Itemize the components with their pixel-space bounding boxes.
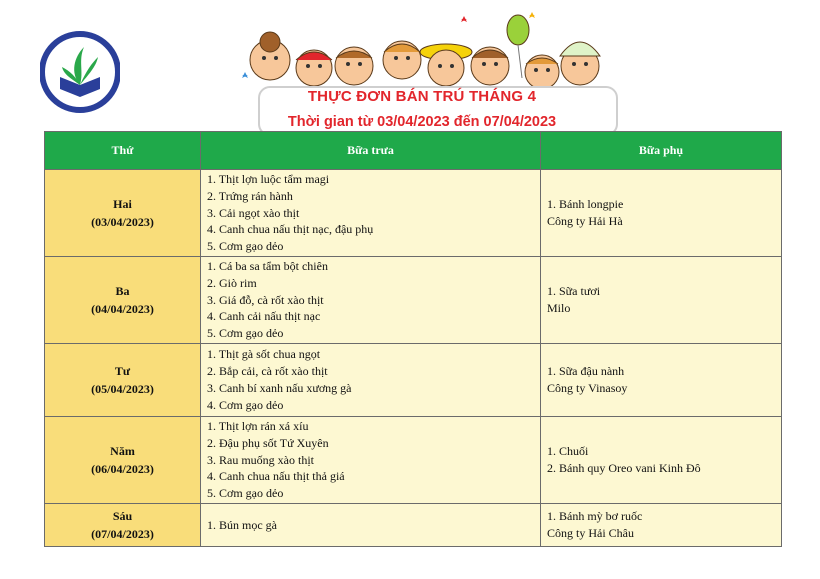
lunch-item: 5. Cơm gạo dẻo <box>207 326 284 341</box>
day-date: (05/04/2023) <box>91 381 154 396</box>
snack-item: 1. Sữa đậu nành <box>547 363 625 378</box>
lunch-item: 4. Canh chua nấu thịt nạc, đậu phụ <box>207 222 374 237</box>
day-cell <box>45 256 201 343</box>
lunch-item: 1. Thịt lợn luộc tẩm magi <box>207 172 330 186</box>
day-cell <box>45 503 201 546</box>
page-title: THỰC ĐƠN BÁN TRÚ THÁNG 4 <box>307 88 537 105</box>
day-name: Tư <box>114 363 131 378</box>
header-day: Thứ <box>45 132 201 170</box>
page-subtitle: Thời gian từ 03/04/2023 đến 07/04/2023 <box>287 114 557 130</box>
lunch-item: 1. Thịt lợn rán xá xíu <box>207 418 309 433</box>
snack-item: 2. Bánh quy Oreo vani Kinh Đô <box>547 460 701 475</box>
lunch-item: 1. Thịt gà sốt chua ngọt <box>207 347 321 362</box>
lunch-cell <box>201 256 541 343</box>
lunch-item: 1. Bún mọc gà <box>207 517 277 532</box>
snack-item: Milo <box>547 300 571 315</box>
lunch-item: 1. Cá ba sa tẩm bột chiên <box>207 258 328 273</box>
snack-cell <box>541 503 782 546</box>
lunch-item: 2. Đậu phụ sốt Tứ Xuyên <box>207 435 329 450</box>
snack-cell <box>541 170 782 257</box>
snack-item: Công ty Vinasoy <box>547 380 628 395</box>
snack-item: 1. Bánh mỳ bơ ruốc <box>547 508 643 523</box>
lunch-item: 5. Cơm gạo dẻo <box>207 486 284 501</box>
day-cell <box>45 416 201 503</box>
snack-item: 1. Chuối <box>547 443 589 458</box>
lunch-item: 3. Rau muống xào thịt <box>207 452 314 467</box>
header-lunch: Bữa trưa <box>201 132 541 170</box>
lunch-item: 4. Canh cải nấu thịt nạc <box>207 309 321 324</box>
lunch-cell <box>201 503 541 546</box>
table-row <box>45 416 782 503</box>
lunch-item: 2. Bắp cải, cà rốt xào thịt <box>207 364 328 379</box>
day-name: Năm <box>110 443 135 458</box>
snack-cell <box>541 256 782 343</box>
menu-table <box>44 131 782 547</box>
lunch-item: 4. Cơm gạo dẻo <box>207 397 284 412</box>
snack-cell <box>541 343 782 416</box>
day-cell <box>45 343 201 416</box>
day-date: (07/04/2023) <box>91 526 154 541</box>
table-header-row <box>45 132 782 170</box>
lunch-item: 2. Giò rim <box>207 275 257 290</box>
lunch-item: 3. Canh bí xanh nấu xương gà <box>207 380 352 395</box>
day-date: (03/04/2023) <box>91 214 154 229</box>
lunch-cell <box>201 343 541 416</box>
snack-cell <box>541 416 782 503</box>
school-logo <box>40 27 120 117</box>
snack-item: 1. Sữa tươi <box>547 283 601 298</box>
lunch-cell <box>201 416 541 503</box>
day-date: (04/04/2023) <box>91 301 154 316</box>
table-row <box>45 170 782 257</box>
lunch-item: 3. Cải ngọt xào thịt <box>207 205 300 220</box>
lunch-item: 5. Cơm gạo dẻo <box>207 239 284 254</box>
table-row <box>45 503 782 546</box>
snack-item: Công ty Hải Hà <box>547 213 623 228</box>
day-date: (06/04/2023) <box>91 461 154 476</box>
day-name: Sáu <box>112 508 133 523</box>
snack-item: Công ty Hải Châu <box>547 525 634 540</box>
day-name: Hai <box>113 196 132 211</box>
lunch-item: 3. Giá đỗ, cà rốt xào thịt <box>207 292 324 307</box>
day-name: Ba <box>115 283 130 298</box>
snack-item: 1. Bánh longpie <box>547 196 624 211</box>
table-row <box>45 343 782 416</box>
lunch-item: 2. Trứng rán hành <box>207 188 293 203</box>
lunch-cell <box>201 170 541 257</box>
table-row <box>45 256 782 343</box>
day-cell <box>45 170 201 257</box>
header-snack: Bữa phụ <box>541 132 782 170</box>
lunch-item: 4. Canh chua nấu thịt thả giá <box>207 469 345 484</box>
